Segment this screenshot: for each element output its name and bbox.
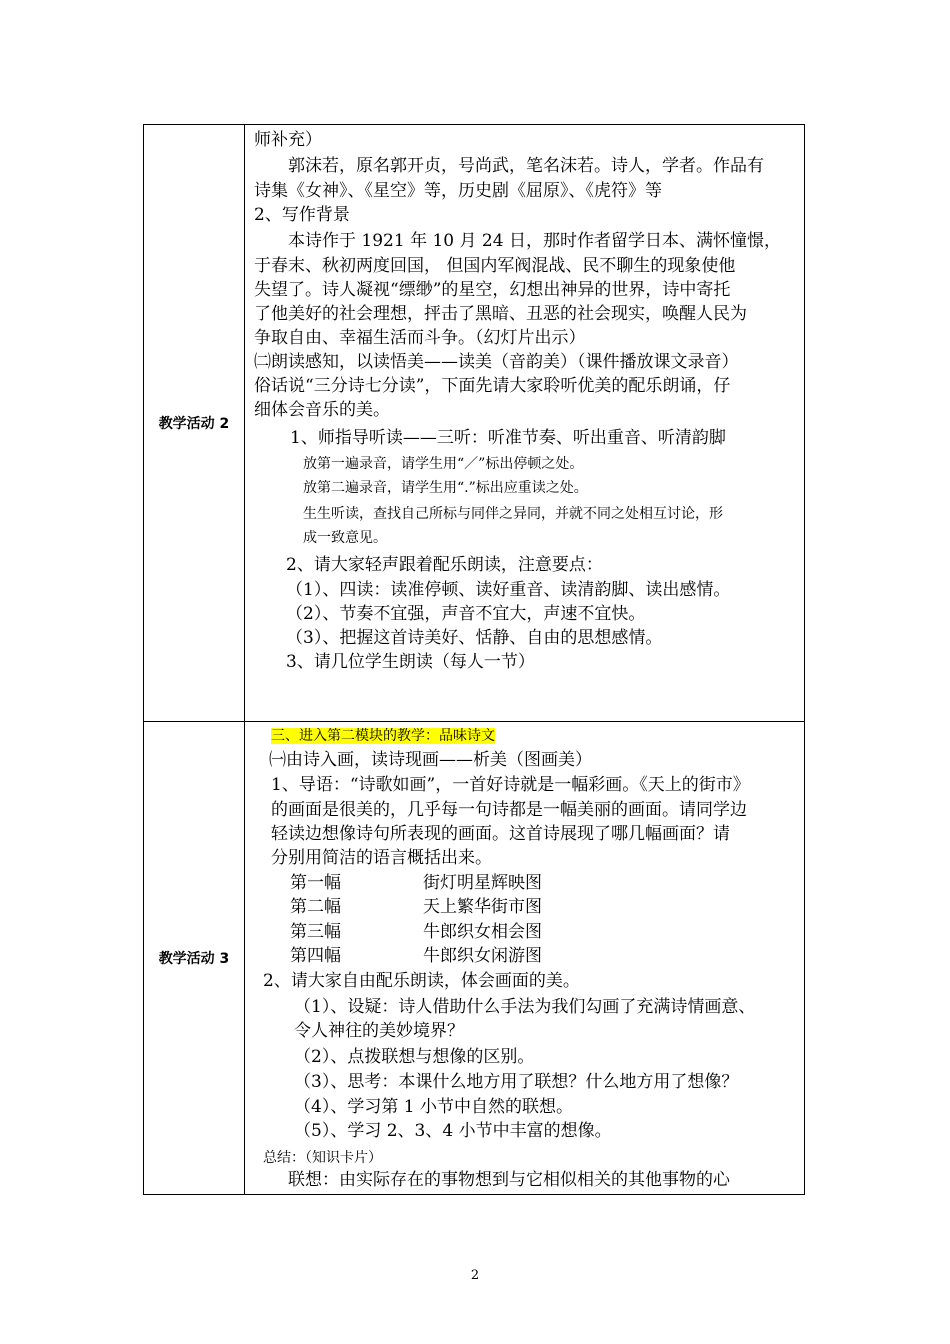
lesson-table (143, 124, 805, 1195)
text-line: （4）、学习第 1 小节中自然的联想。 (294, 1097, 573, 1117)
text-line: 联想：由实际存在的事物想到与它相似相关的其他事物的心 (288, 1170, 730, 1190)
text-line: 分别用简洁的语言概括出来。 (271, 848, 492, 868)
text-line: 轻读边想像诗句所表现的画面。这首诗展现了哪几幅画面？请 (271, 824, 730, 844)
text-line: （2）、点拨联想与想像的区别。 (294, 1047, 535, 1067)
text-line: （3）、思考：本课什么地方用了联想？什么地方用了想像？ (294, 1072, 739, 1092)
text-line: 争取自由、幸福生活而斗争。（幻灯片出示） (254, 328, 586, 348)
picture-name: 第二幅 (290, 897, 341, 917)
picture-name: 第四幅 (290, 946, 341, 966)
page-number: 2 (470, 1268, 480, 1283)
text-line: 总结：（知识卡片） (263, 1150, 382, 1166)
text-line: 1、导语：“诗歌如画”，一首好诗就是一幅彩画。《天上的街市》 (271, 775, 750, 795)
text-line: 2、请大家轻声跟着配乐朗读，注意要点： (286, 555, 603, 575)
picture-title: 牛郎织女相会图 (423, 922, 542, 942)
text-line: ㈡朗读感知，以读悟美——读美（音韵美）（课件播放课文录音） (254, 352, 739, 372)
highlighted-heading: 三、进入第二模块的教学：品味诗文 (271, 728, 495, 744)
row-label: 教学活动 2 (144, 125, 245, 721)
picture-name: 第三幅 (290, 922, 341, 942)
picture-title: 天上繁华街市图 (423, 897, 542, 917)
text-line: 生生听读，查找自己所标与同伴之异同，并就不同之处相互讨论，形 (303, 506, 723, 522)
text-line: 3、请几位学生朗读（每人一节） (286, 652, 535, 672)
row-content (245, 722, 804, 1194)
text-line: 放第一遍录音，请学生用“／”标出停顿之处。 (303, 456, 584, 472)
text-line: （2）、节奏不宜强，声音不宜大，声速不宜快。 (286, 604, 646, 624)
text-line: 失望了。诗人凝视“缥缈”的星空，幻想出神异的世界，诗中寄托 (254, 280, 731, 300)
table-row-activity-3 (144, 722, 804, 1194)
text-line: 郭沫若，原名郭开贞，号尚武，笔名沫若。诗人，学者。作品有 (288, 156, 764, 176)
picture-name: 第一幅 (290, 873, 341, 893)
text-line: 细体会音乐的美。 (254, 400, 390, 420)
text-line: 诗集《女神》、《星空》等，历史剧《屈原》、《虎符》等 (254, 181, 662, 201)
text-line: （1）、设疑：诗人借助什么手法为我们勾画了充满诗情画意、 (294, 997, 756, 1017)
text-line: 放第二遍录音，请学生用“.”标出应重读之处。 (303, 480, 588, 496)
text-line: 师补充） (254, 130, 322, 150)
picture-title: 街灯明星辉映图 (423, 873, 542, 893)
row-label: 教学活动 3 (144, 722, 245, 1194)
text-line: 的画面是很美的，几乎每一句诗都是一幅美丽的画面。请同学边 (271, 800, 747, 820)
section-heading (271, 725, 495, 746)
text-line: 于春末、秋初两度回国， 但国内军阀混战、民不聊生的现象使他 (254, 256, 736, 276)
text-line: 1、师指导听读——三听：听准节奏、听出重音、听清韵脚 (290, 428, 726, 448)
text-line: 俗话说“三分诗七分读”，下面先请大家聆听优美的配乐朗诵，仔 (254, 376, 731, 396)
text-line: 令人神往的美妙境界？ (294, 1021, 464, 1041)
row-content (245, 125, 804, 721)
text-line: （1）、四读：读准停顿、读好重音、读清韵脚、读出感情。 (286, 580, 731, 600)
picture-title: 牛郎织女闲游图 (423, 946, 542, 966)
text-line: 了他美好的社会理想，抨击了黑暗、丑恶的社会现实，唤醒人民为 (254, 304, 747, 324)
text-line: 本诗作于 1921 年 10 月 24 日，那时作者留学日本、满怀憧憬， (288, 231, 781, 251)
text-line: 成一致意见。 (303, 530, 387, 546)
text-line: 2、请大家自由配乐朗读，体会画面的美。 (263, 971, 580, 991)
text-line: （5）、学习 2、3、4 小节中丰富的想像。 (294, 1121, 612, 1141)
text-line: ㈠由诗入画，读诗现画——析美（图画美） (269, 750, 592, 770)
text-line: 2、写作背景 (254, 205, 350, 225)
text-line: （3）、把握这首诗美好、恬静、自由的思想感情。 (286, 628, 663, 648)
table-row-activity-2 (144, 125, 804, 722)
